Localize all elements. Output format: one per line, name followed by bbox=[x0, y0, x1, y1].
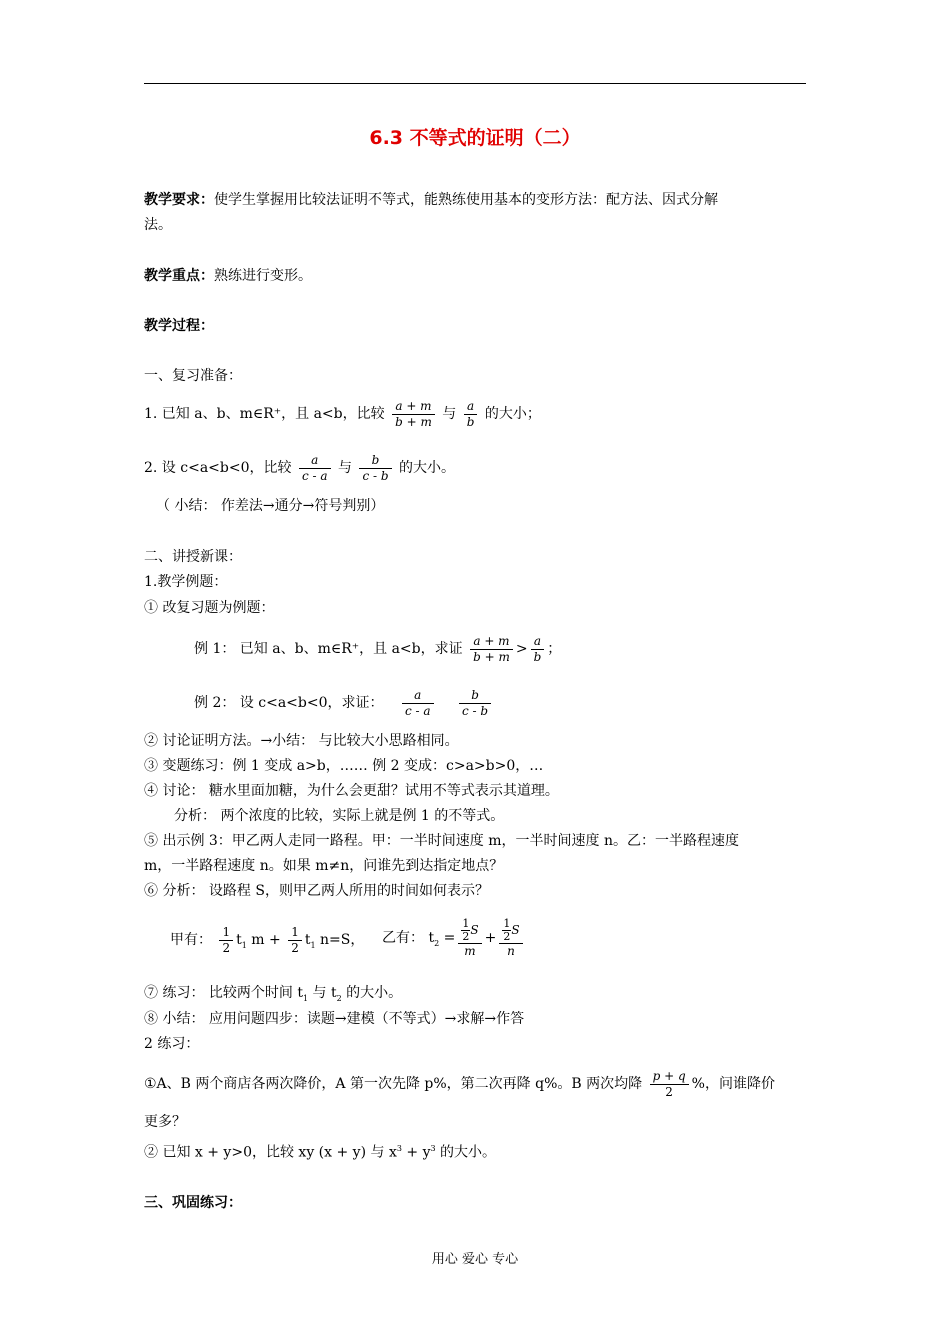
ex2-pre: 例 2： 设 c<a<b<0，求证： bbox=[194, 695, 384, 711]
item-2: ② 讨论证明方法。→小结： 与比较大小思路相同。 bbox=[144, 733, 459, 749]
item-6: ⑥ 分析： 设路程 S，则甲乙两人所用的时间如何表示？ bbox=[144, 883, 489, 899]
question-1 bbox=[144, 396, 541, 432]
ex1-fraction-left: $\frac{a + m}{b + m}$ bbox=[470, 634, 513, 665]
jia-half-2: $\frac{1}{2}$ bbox=[288, 925, 302, 956]
yi-fraction-s-over-m: $\frac{1}{2}$ S m bbox=[458, 918, 481, 959]
example-1 bbox=[194, 631, 561, 667]
section-2-sub-2: 2 练习： bbox=[144, 1036, 200, 1052]
requirements-label: 教学要求： bbox=[144, 192, 214, 208]
practice-1-line-2: 更多？ bbox=[144, 1114, 186, 1130]
fraction-p-plus-q-over-2: $\frac{p + q}{2}$ bbox=[650, 1069, 689, 1100]
p2-mid: + y bbox=[401, 1144, 431, 1161]
item-1: ① 改复习题为例题： bbox=[144, 600, 275, 616]
jia-eq: n=S， bbox=[320, 932, 365, 948]
key-point-line bbox=[144, 266, 312, 286]
section-2-heading: 二、讲授新课： bbox=[144, 549, 242, 565]
item-4-analysis: 分析： 两个浓度的比较，实际上就是例 1 的不等式。 bbox=[174, 808, 505, 824]
q2-post: 的大小。 bbox=[398, 460, 455, 476]
c7-pre: ⑦ 练习： 比较两个时间 t bbox=[144, 985, 303, 1001]
jia-label: 甲有： bbox=[170, 932, 212, 948]
fraction-a-plus-m-over-b-plus-m: $\frac{a + m}{b + m}$ bbox=[392, 399, 435, 430]
item-5-line-2: m，一半路程速度 n。如果 m≠n，问谁先到达指定地点？ bbox=[144, 858, 504, 874]
practice-1-line-1 bbox=[144, 1064, 775, 1104]
item-3: ③ 变题练习：例 1 变成 a>b，…… 例 2 变成：c>a>b>0，… bbox=[144, 758, 544, 774]
ex2-fraction-right: $\frac{b}{c - b}$ bbox=[459, 688, 491, 719]
item-7: ⑦ 练习： 比较两个时间 $t_1$ 与 $t_2$ 的大小。 bbox=[144, 985, 403, 1003]
key-point-text: 熟练进行变形。 bbox=[214, 268, 312, 284]
fraction-a-over-c-minus-a: $\frac{a}{c - a}$ bbox=[299, 453, 331, 484]
p1-post: %，问谁降价 bbox=[691, 1076, 775, 1092]
requirements-text: 使学生掌握用比较法证明不等式，能熟练使用基本的变形方法：配方法、因式分解 bbox=[214, 192, 718, 208]
requirements-line-1 bbox=[144, 190, 718, 210]
item-4: ④ 讨论： 糖水里面加糖，为什么会更甜？试用不等式表示其道理。 bbox=[144, 783, 559, 799]
q2-pre: 2. 设 c<a<b<0，比较 bbox=[144, 460, 292, 476]
section-1-heading: 一、复习准备： bbox=[144, 368, 242, 384]
ex1-fraction-right: $\frac{a}{b}$ bbox=[531, 634, 545, 665]
practice-2: ② 已知 x + y>0，比较 xy (x + y) 与 $x^3 + y^3$ 的大小。 bbox=[144, 1144, 497, 1161]
jia-t1m: $t_1$ m + bbox=[236, 932, 281, 950]
q1-post: 的大小； bbox=[484, 406, 541, 422]
q1-mid: 与 bbox=[442, 406, 457, 422]
jia-formula bbox=[170, 920, 364, 966]
ex1-pre: 例 1： 已知 a、b、m∈R⁺，且 a<b，求证 bbox=[194, 641, 463, 657]
question-2 bbox=[144, 450, 455, 486]
q2-mid: 与 bbox=[337, 460, 352, 476]
section-3-heading: 三、巩固练习： bbox=[144, 1195, 242, 1211]
item-5-line-1: ⑤ 出示例 3：甲乙两人走同一路程。甲：一半时间速度 m，一半时间速度 n。乙：一半路程速度 bbox=[144, 833, 739, 849]
jia-half-1: $\frac{1}{2}$ bbox=[219, 925, 233, 956]
process-label: 教学过程： bbox=[144, 318, 214, 334]
ex1-post: ； bbox=[547, 641, 562, 657]
header-rule bbox=[144, 83, 806, 84]
page-title: 6.3 不等式的证明（二） bbox=[369, 127, 581, 149]
c7-mid: 与 t bbox=[312, 985, 337, 1001]
page-footer: 用心 爱心 专心 bbox=[431, 1252, 519, 1267]
p2-pre: ② 已知 x + y>0，比较 xy (x + y) 与 x bbox=[144, 1144, 397, 1161]
key-point-label: 教学重点： bbox=[144, 268, 214, 284]
yi-t2: $t_2$ = bbox=[428, 930, 456, 948]
q1-pre: 1. 已知 a、b、m∈R⁺，且 a<b，比较 bbox=[144, 406, 385, 422]
fraction-a-over-b: $\frac{a}{b}$ bbox=[464, 399, 478, 430]
c7-post: 的大小。 bbox=[346, 985, 403, 1001]
p2-post: 的大小。 bbox=[435, 1144, 497, 1161]
requirements-line-2: 法。 bbox=[144, 217, 172, 233]
p1-pre: ①A、B 两个商店各两次降价，A 第一次先降 p%，第二次再降 q%。B 两次均降 bbox=[144, 1076, 643, 1092]
ex1-gt: > bbox=[515, 641, 528, 657]
yi-fraction-s-over-n: $\frac{1}{2}$ S n bbox=[499, 918, 522, 959]
summary-line: （ 小结： 作差法→通分→符号判别） bbox=[156, 498, 385, 514]
item-8: ⑧ 小结： 应用问题四步：读题→建模（不等式）→求解→作答 bbox=[144, 1011, 525, 1027]
ex2-fraction-left: $\frac{a}{c - a}$ bbox=[402, 688, 434, 719]
example-2 bbox=[194, 685, 494, 721]
fraction-b-over-c-minus-b: $\frac{b}{c - b}$ bbox=[359, 453, 391, 484]
section-2-sub-1: 1.教学例题： bbox=[144, 574, 228, 590]
yi-label: 乙有： bbox=[382, 930, 424, 946]
yi-formula: 乙有： $t_2$ = $\frac{1}{2}$ S m + $\frac{1}{2}$ S n bbox=[382, 908, 526, 974]
jia-t1n: $t_1$ bbox=[304, 932, 316, 950]
